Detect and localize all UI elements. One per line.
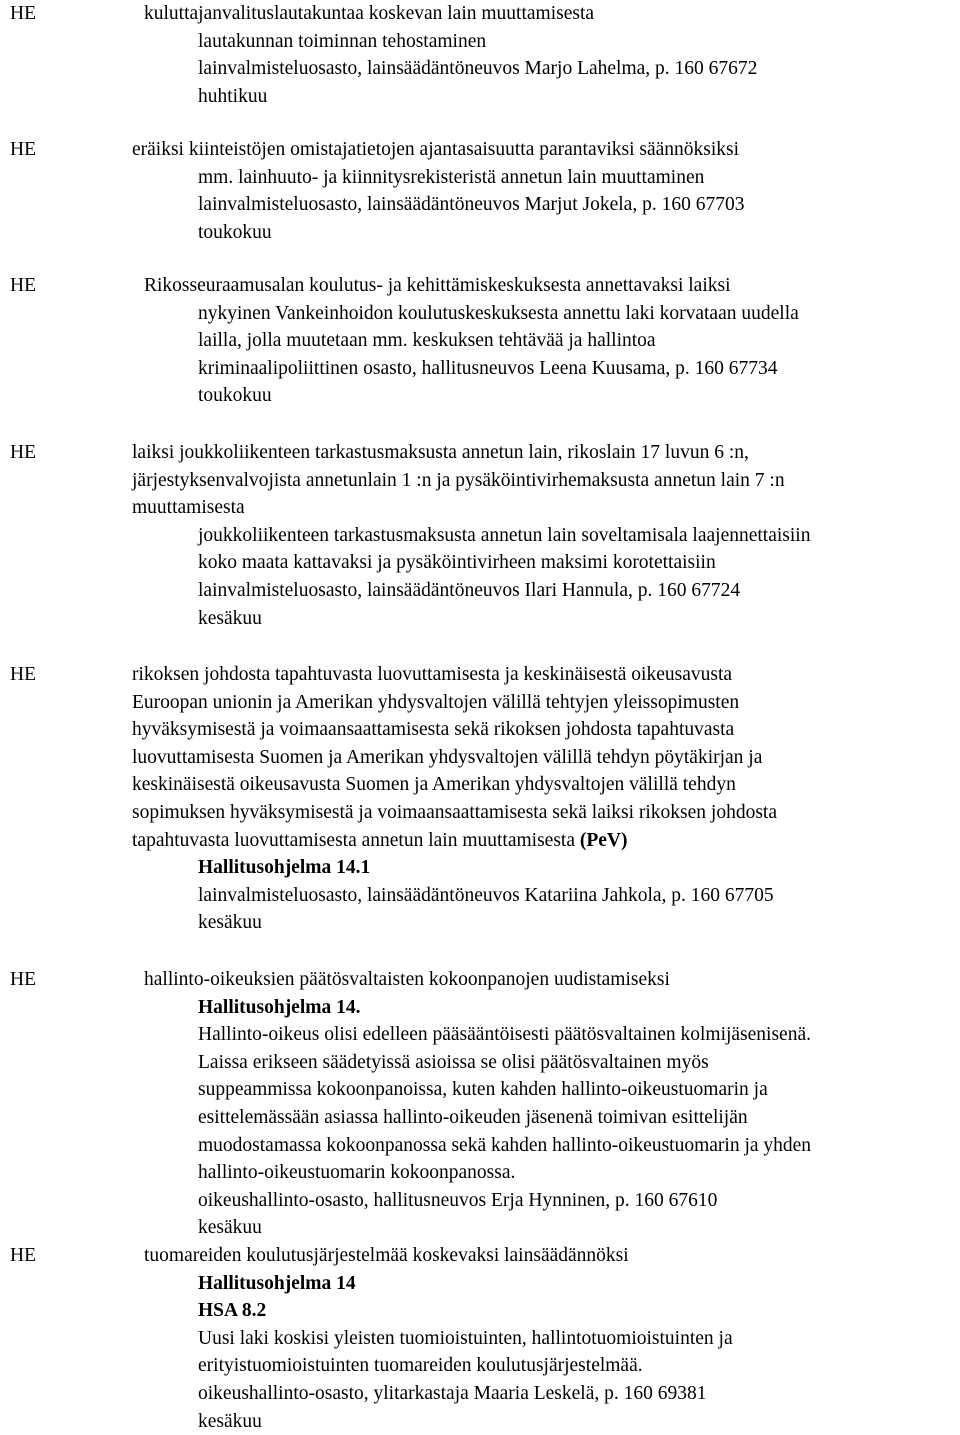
entry-title-line: keskinäisestä oikeusavusta Suomen ja Amerikan yhdysvaltojen välillä tehdyn <box>132 774 736 796</box>
entry-month: kesäkuu <box>198 1410 262 1432</box>
entry-type-tag: HE <box>10 664 36 685</box>
entry-detail: muodostamassa kokoonpanossa sekä kahden hallinto-oikeustuomarin ja yhden <box>198 1134 812 1156</box>
entry-title-line: muuttamisesta <box>132 497 245 519</box>
hsa-ref: HSA 8.2 <box>198 1300 267 1322</box>
entry-title: tuomareiden koulutusjärjestelmää koskevaksi lainsäädännöksi <box>144 1245 629 1266</box>
entry-detail: esittelemässään asiassa hallinto-oikeuden jäsenenä toimivan esittelijän <box>198 1107 748 1128</box>
entry-detail: koko maata kattavaksi ja pysäköintivirheen maksimi korotettaisiin <box>198 552 716 574</box>
entry-type-tag: HE <box>10 1245 36 1266</box>
entry-detail: Uusi laki koskisi yleisten tuomioistuinten, hallintotuomioistuinten ja <box>198 1327 733 1349</box>
government-program-ref: Hallitusohjelma 14.1 <box>198 857 371 879</box>
entry-month: huhtikuu <box>198 85 268 107</box>
entry-detail: lailla, jolla muutetaan mm. keskuksen tehtävää ja hallintoa <box>198 330 656 352</box>
entry-type-tag: HE <box>10 3 36 24</box>
entry-type-tag: HE <box>10 275 36 296</box>
entry-title-line: rikoksen johdosta tapahtuvasta luovuttamisesta ja keskinäisestä oikeusavusta <box>132 664 733 685</box>
entry-title-line: luovuttamisesta Suomen ja Amerikan yhdysvaltojen välillä tehdyn pöytäkirjan ja <box>132 746 763 768</box>
entry-contact: lainvalmisteluosasto, lainsäädäntöneuvos Ilari Hannula, p. 160 67724 <box>198 580 741 601</box>
entry-contact: oikeushallinto-osasto, hallitusneuvos Erja Hynninen, p. 160 67610 <box>198 1189 718 1211</box>
entry-contact: lainvalmisteluosasto, lainsäädäntöneuvos Marjut Jokela, p. 160 67703 <box>198 194 745 216</box>
entry-detail: suppeammissa kokoonpanoissa, kuten kahden hallinto-oikeustuomarin ja <box>198 1079 768 1101</box>
government-program-ref: Hallitusohjelma 14 <box>198 1272 356 1294</box>
entry-month: kesäkuu <box>198 1217 262 1239</box>
entry-month: kesäkuu <box>198 607 262 629</box>
entry-detail: erityistuomioistuinten tuomareiden koulutusjärjestelmää. <box>198 1355 643 1377</box>
entry-month: kesäkuu <box>198 912 262 934</box>
entry-detail: joukkoliikenteen tarkastusmaksusta annetun lain soveltamisala laajennettaisiin <box>198 524 811 546</box>
entry-month: toukokuu <box>198 221 272 243</box>
entry-type-tag: HE <box>10 139 36 160</box>
entry-contact: lainvalmisteluosasto, lainsäädäntöneuvos Katariina Jahkola, p. 160 67705 <box>198 884 774 906</box>
entry-title-line: järjestyksenvalvojista annetunlain 1 :n ja pysäköintivirhemaksusta annetun lain 7 :n <box>132 469 785 491</box>
entry-title: eräiksi kiinteistöjen omistajatietojen ajantasaisuutta parantaviksi säännöksiksi <box>132 139 740 160</box>
entry-month: toukokuu <box>198 385 272 407</box>
entry-type-tag: HE <box>10 969 36 990</box>
entry-type-tag: HE <box>10 442 36 463</box>
entry-title-line: Euroopan unionin ja Amerikan yhdysvaltojen välillä tehtyjen yleissopimusten <box>132 691 740 713</box>
entry-title-last-line <box>132 827 628 855</box>
entry-contact: lainvalmisteluosasto, lainsäädäntöneuvos Marjo Lahelma, p. 160 67672 <box>198 58 758 80</box>
entry-detail: hallinto-oikeustuomarin kokoonpanossa. <box>198 1162 516 1184</box>
entry-detail: Laissa erikseen säädetyissä asioissa se olisi päätösvaltainen myös <box>198 1051 709 1073</box>
entry-contact: oikeushallinto-osasto, ylitarkastaja Maaria Leskelä, p. 160 69381 <box>198 1383 707 1404</box>
entry-title: hallinto-oikeuksien päätösvaltaisten kokoonpanojen uudistamiseksi <box>144 969 670 990</box>
entry-title-line: sopimuksen hyväksymisestä ja voimaansaattamisesta sekä laiksi rikoksen johdosta <box>132 802 778 823</box>
entry-detail: mm. lainhuuto- ja kiinnitysrekisteristä annetun lain muuttaminen <box>198 166 705 188</box>
government-program-ref: Hallitusohjelma 14. <box>198 996 361 1018</box>
entry-title-line: tapahtuvasta luovuttamisesta annetun lain muuttamisesta <box>132 829 575 851</box>
entry-detail: Hallinto-oikeus olisi edelleen pääsääntöisesti päätösvaltainen kolmijäsenisenä. <box>198 1024 811 1046</box>
committee-tag: (PeV) <box>579 829 628 851</box>
entry-detail: nykyinen Vankeinhoidon koulutuskeskuksesta annettu laki korvataan uudella <box>198 302 799 324</box>
entry-title-line: laiksi joukkoliikenteen tarkastusmaksusta annetun lain, rikoslain 17 luvun 6 :n, <box>132 442 749 463</box>
entry-detail: lautakunnan toiminnan tehostaminen <box>198 30 487 52</box>
entry-contact: kriminaalipoliittinen osasto, hallitusneuvos Leena Kuusama, p. 160 67734 <box>198 357 778 379</box>
entry-title-line: hyväksymisestä ja voimaansaattamisesta sekä rikoksen johdosta tapahtuvasta <box>132 719 735 741</box>
entry-title: kuluttajanvalituslautakuntaa koskevan lain muuttamisesta <box>144 3 595 24</box>
entry-title: Rikosseuraamusalan koulutus- ja kehittämiskeskuksesta annettavaksi laiksi <box>144 275 731 296</box>
